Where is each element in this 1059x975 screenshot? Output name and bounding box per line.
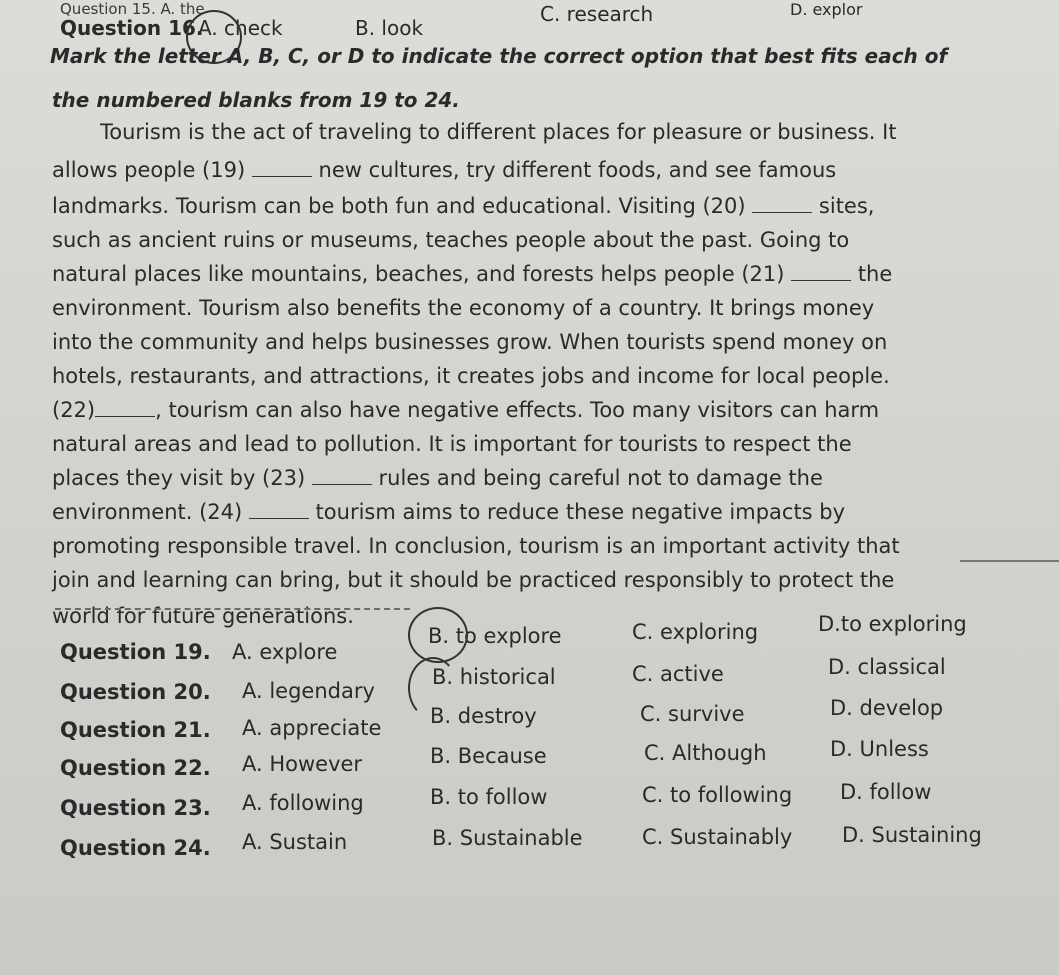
passage-text: allows people (19): [52, 158, 252, 182]
question-22-option-c[interactable]: C. Although: [644, 741, 767, 766]
question-19-label: Question 19.: [60, 640, 211, 664]
passage-text: rules and being careful not to damage the: [371, 466, 823, 490]
passage-line: [52, 432, 852, 456]
passage-text: hotels, restaurants, and attractions, it creates jobs and income for local people.: [52, 364, 890, 388]
passage-text: landmarks. Tourism can be both fun and educational. Visiting (20): [52, 194, 753, 218]
question-20-option-d[interactable]: D. classical: [828, 655, 946, 679]
question-19-option-c[interactable]: C. exploring: [632, 620, 759, 644]
question-23-label: Question 23.: [60, 796, 211, 820]
question-22-option-d[interactable]: D. Unless: [830, 737, 929, 761]
passage-line: [52, 296, 874, 320]
question-20-option-a[interactable]: A. legendary: [242, 678, 375, 703]
passage-line: [52, 262, 892, 286]
passage-line: [52, 228, 849, 252]
passage-text: join and learning can bring, but it should be practiced responsibly to protect the: [52, 568, 895, 592]
answer-blank[interactable]: [312, 466, 372, 485]
passage-text: promoting responsible travel. In conclusion, tourism is an important activity that: [52, 534, 900, 558]
question-23-option-c[interactable]: C. to following: [642, 783, 793, 808]
question-16-label: Question 16.: [60, 16, 204, 40]
passage-text: (22): [52, 398, 96, 422]
instruction-line-2: the numbered blanks from 19 to 24.: [52, 88, 460, 112]
question-23-option-d[interactable]: D. follow: [840, 780, 932, 804]
separator-dashes: [55, 608, 410, 610]
question-23-option-b[interactable]: B. to follow: [430, 784, 548, 809]
question-16-option-b: B. look: [355, 16, 424, 40]
question-23-option-a[interactable]: A. following: [242, 791, 364, 816]
passage-line: [52, 364, 890, 388]
passage-line: [52, 466, 823, 490]
question-21-option-b[interactable]: B. destroy: [430, 704, 537, 729]
passage-text: new cultures, try different foods, and see famous: [311, 158, 837, 182]
passage-line: [52, 158, 836, 182]
passage-line: [100, 120, 897, 144]
passage-text: such as ancient ruins or museums, teaches people about the past. Going to: [52, 228, 850, 252]
question-20-option-c[interactable]: C. active: [632, 661, 724, 686]
question-22-option-a[interactable]: A. However: [242, 752, 363, 777]
question-21-option-c[interactable]: C. survive: [640, 701, 745, 726]
passage-text: world for future generations.: [52, 604, 354, 628]
question-20-label: Question 20.: [60, 680, 211, 704]
passage-line: [52, 194, 874, 218]
question-24-option-d[interactable]: D. Sustaining: [842, 823, 982, 847]
page-edge-line: [960, 560, 1059, 562]
passage-text: Tourism is the act of traveling to different places for pleasure or business. It: [100, 120, 897, 144]
answer-blank[interactable]: [752, 194, 812, 213]
question-24-label: Question 24.: [60, 836, 211, 860]
question-21-option-a[interactable]: A. appreciate: [242, 715, 382, 740]
answer-circle-20: [408, 657, 458, 719]
question-16-option-c: C. research: [540, 2, 654, 26]
question-24-option-a[interactable]: A. Sustain: [242, 830, 348, 854]
question-19-option-a[interactable]: A. explore: [232, 640, 338, 664]
question-19-option-b[interactable]: B. to explore: [428, 624, 562, 648]
passage-text: sites,: [812, 194, 875, 218]
passage-text: natural places like mountains, beaches, and forests helps people (21): [52, 262, 792, 286]
passage-line: [52, 500, 845, 524]
question-15-partial: Question 15. A. the: [60, 0, 205, 18]
passage-text: environment. (24): [52, 500, 249, 524]
passage-text: tourism aims to reduce these negative impacts by: [308, 500, 846, 524]
question-24-option-b[interactable]: B. Sustainable: [432, 826, 583, 850]
instruction-line-1: Mark the letter A, B, C, or D to indicate the correct option that best fits each of: [50, 44, 948, 68]
question-24-option-c[interactable]: C. Sustainably: [642, 825, 793, 849]
passage-text: environment. Tourism also benefits the economy of a country. It brings money: [52, 296, 875, 320]
question-16-option-a: A. check: [198, 16, 283, 40]
passage-text: , tourism can also have negative effects. Too many visitors can harm: [155, 398, 880, 422]
question-22-option-b[interactable]: B. Because: [430, 743, 547, 768]
answer-blank[interactable]: [95, 398, 155, 417]
question-21-label: Question 21.: [60, 718, 211, 742]
passage-text: places they visit by (23): [52, 466, 312, 490]
answer-circle-19: [408, 607, 468, 663]
passage-text: the: [851, 262, 893, 286]
passage-line: [52, 568, 894, 592]
passage-line: [52, 534, 900, 558]
passage-line: [52, 330, 887, 354]
question-16-option-d: D. explor: [790, 0, 863, 19]
answer-blank[interactable]: [249, 500, 309, 519]
question-20-option-b[interactable]: B. historical: [432, 665, 556, 690]
passage-text: into the community and helps businesses grow. When tourists spend money on: [52, 330, 888, 354]
question-21-option-d[interactable]: D. develop: [830, 696, 944, 720]
passage-line: [52, 398, 879, 422]
question-19-option-d[interactable]: D.to exploring: [818, 612, 967, 636]
answer-blank[interactable]: [252, 158, 312, 177]
passage-text: natural areas and lead to pollution. It is important for tourists to respect the: [52, 432, 852, 456]
answer-blank[interactable]: [791, 262, 851, 281]
question-22-label: Question 22.: [60, 756, 211, 780]
